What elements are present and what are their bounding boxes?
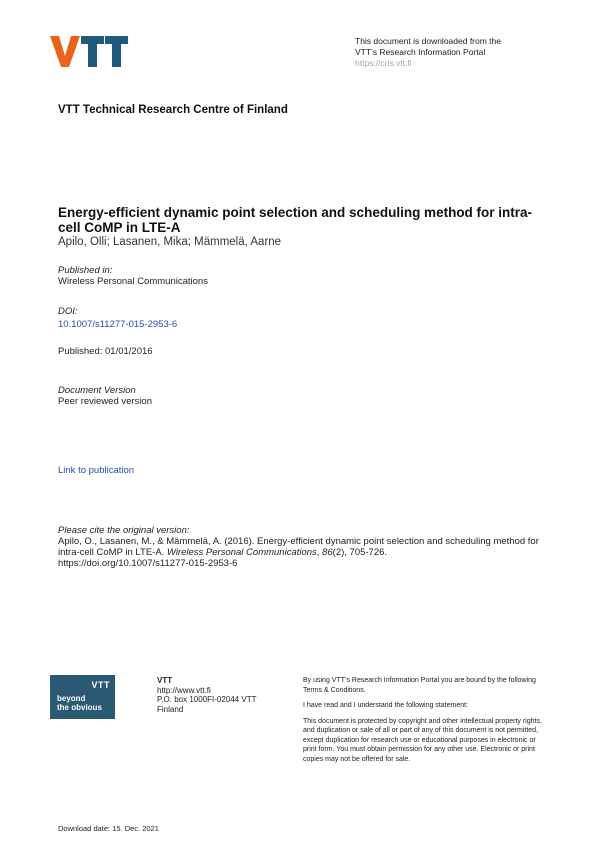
document-version-section	[58, 385, 152, 407]
terms-paragraph-3: This document is protected by copyright and other intellectual property rights, and duplication or sale of all or part of any of this document is not permitted, except duplication for research use or educational purposes in electronic or print form. You must obtain permission for any other use. Electronic or print copies may not be offered for sale.	[303, 717, 542, 763]
document-version-value: Peer reviewed version	[58, 396, 152, 407]
portal-line-2: VTT’s Research Information Portal	[355, 47, 486, 57]
contact-address-line-2: Finland	[157, 704, 184, 714]
citation-text-part-2: (2), 705-726.	[332, 547, 388, 558]
vtt-beyond-the-obvious-badge	[50, 675, 115, 719]
download-date: Download date: 15. Dec. 2021	[58, 824, 159, 833]
contact-info	[157, 676, 256, 714]
portal-notice	[355, 36, 501, 69]
published-in-label: Published in:	[58, 265, 113, 276]
doi-link[interactable]: 10.1007/s11277-015-2953-6	[58, 319, 178, 330]
doi-label: DOI:	[58, 306, 78, 317]
badge-tagline-line-1: beyond	[57, 694, 86, 703]
contact-address-line-1: P.O. box 1000FI-02044 VTT	[157, 695, 257, 704]
contact-url-link[interactable]: http://www.vtt.fi	[157, 685, 211, 695]
doi-section	[58, 306, 177, 330]
organization-name: VTT Technical Research Centre of Finland	[58, 104, 288, 116]
badge-vtt-text: VTT	[91, 680, 110, 690]
published-date: Published: 01/01/2016	[58, 346, 153, 357]
badge-tagline-line-2: the obvious	[57, 703, 102, 712]
citation-text	[58, 536, 558, 558]
citation-separator: ,	[316, 547, 323, 558]
citation-section	[58, 525, 558, 569]
terms-paragraph-1: By using VTT’s Research Information Portal you are bound by the following Terms & Conditions.	[303, 677, 536, 694]
badge-tagline	[57, 694, 102, 712]
portal-url-link[interactable]: https://cris.vtt.fi	[355, 58, 412, 68]
contact-name: VTT	[157, 676, 173, 685]
citation-label: Please cite the original version:	[58, 525, 190, 536]
document-version-label: Document Version	[58, 385, 136, 396]
citation-text-part-1: Apilo, O., Lasanen, M., & Mämmelä, A. (2016). Energy-efficient dynamic point selection and scheduling method for intra-cell CoMP in LTE-A.	[58, 536, 539, 558]
terms-paragraph-2: I have read and I understand the following statement:	[303, 702, 468, 709]
link-to-publication[interactable]: Link to publication	[58, 465, 135, 476]
vtt-logo	[50, 36, 130, 68]
portal-line-1: This document is downloaded from the	[355, 36, 501, 46]
published-in-value: Wireless Personal Communications	[58, 276, 208, 287]
citation-volume: 86	[322, 547, 333, 558]
citation-doi-url[interactable]: https://doi.org/10.1007/s11277-015-2953-6	[58, 558, 238, 569]
article-authors: Apilo, Olli; Lasanen, Mika; Mämmelä, Aarne	[58, 236, 282, 248]
published-in-section	[58, 265, 208, 287]
citation-journal: Wireless Personal Communications	[166, 547, 317, 558]
terms-and-conditions	[303, 676, 548, 770]
article-title: Energy-efficient dynamic point selection and scheduling method for intra-cell CoMP in LTE-A	[58, 205, 533, 235]
